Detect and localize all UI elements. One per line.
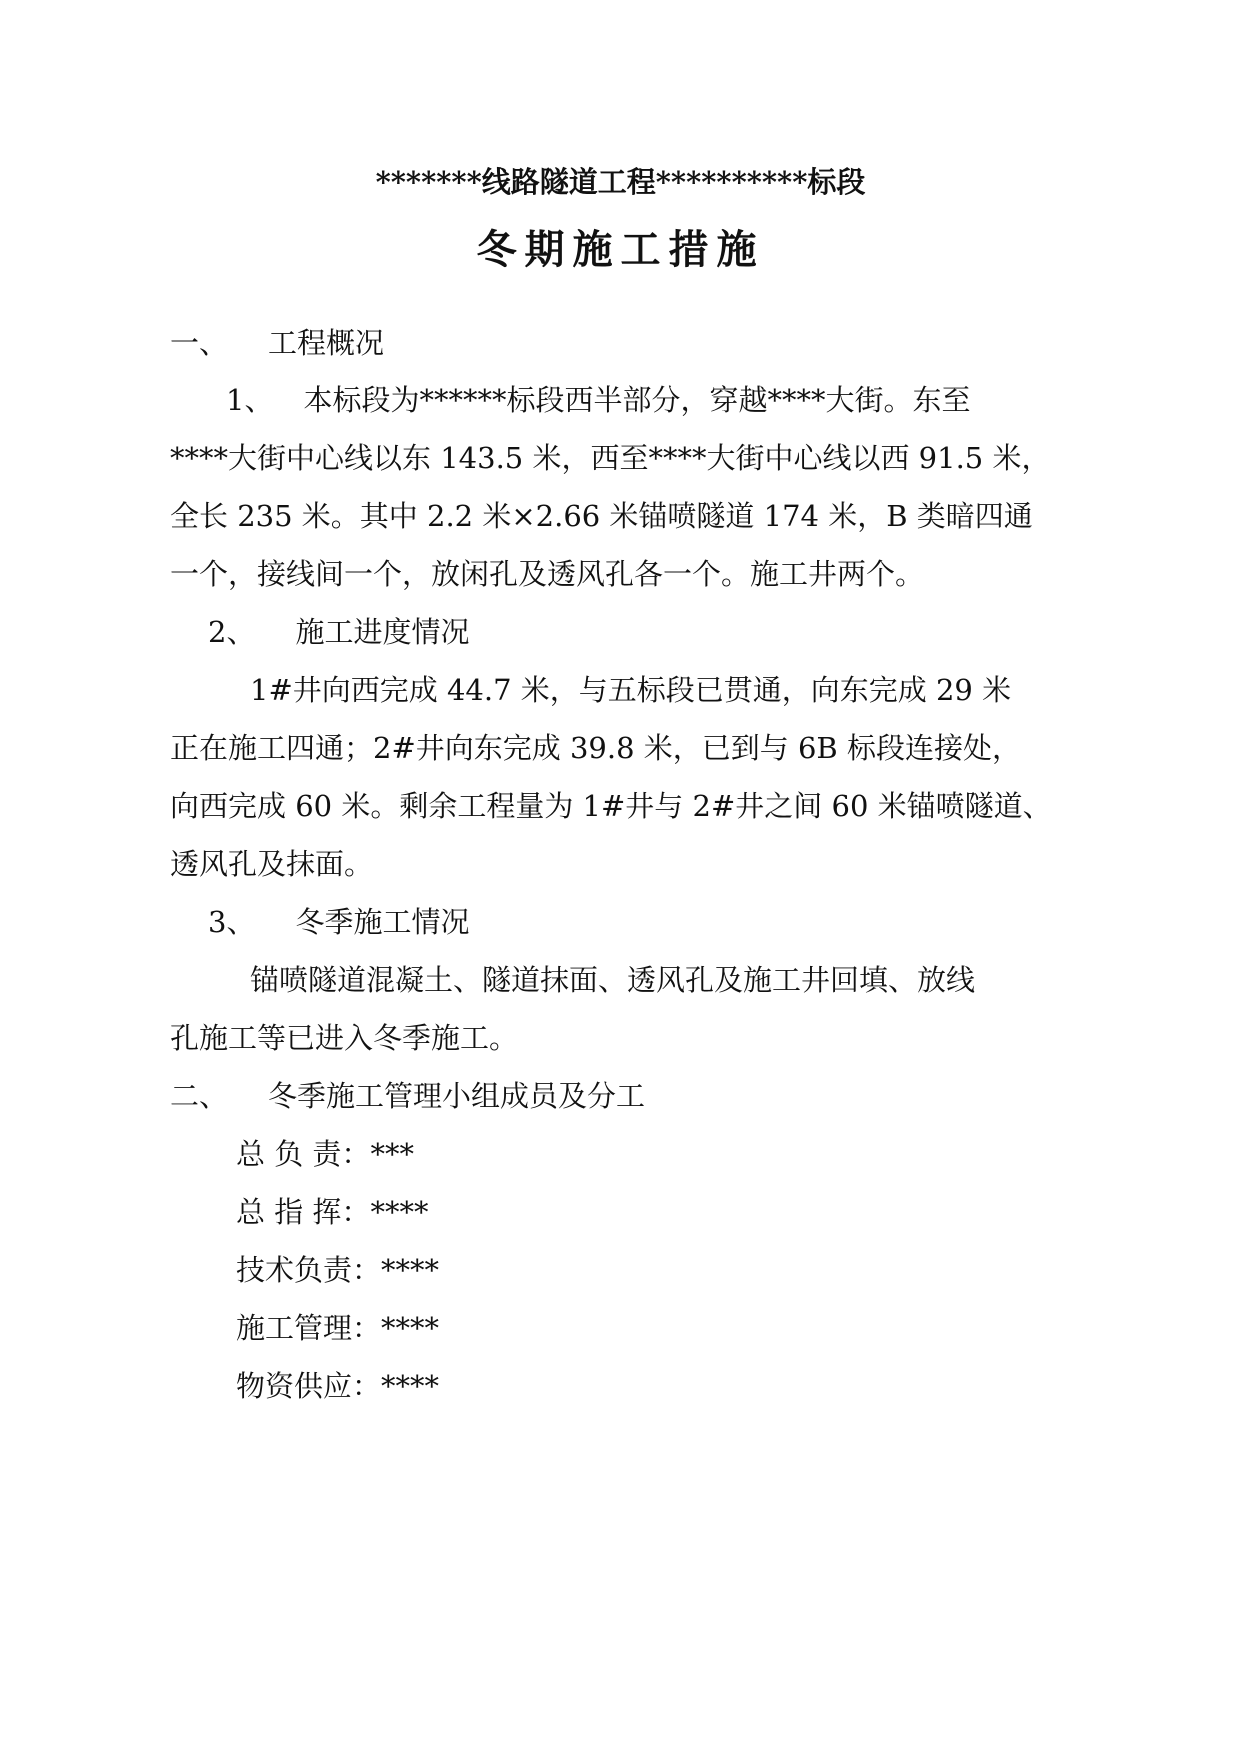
item2-line1: 1#井向西完成 44.7 米，与五标段已贯通，向东完成 29 米 — [250, 673, 1012, 707]
item2-line2: 正在施工四通；2#井向东完成 39.8 米，已到与 6B 标段连接处， — [170, 731, 1021, 765]
member-name: **** — [381, 1311, 440, 1345]
item1-first-line — [226, 380, 970, 420]
item3-number: 3、 — [208, 905, 256, 939]
section2-heading-row — [170, 1076, 645, 1116]
member-row — [236, 1308, 439, 1348]
item1-number: 1、 — [226, 383, 274, 417]
section1-number: 一、 — [170, 326, 229, 360]
member-row — [236, 1134, 414, 1174]
section1-heading-row — [170, 323, 384, 363]
document-title-line2: 冬期施工措施 — [476, 226, 765, 273]
member-name: *** — [370, 1137, 414, 1171]
item3-line2: 孔施工等已进入冬季施工。 — [170, 1021, 519, 1055]
item3-line1: 锚喷隧道混凝土、隧道抹面、透风孔及施工井回填、放线 — [250, 963, 976, 997]
item1-line1: 本标段为******标段西半部分，穿越****大街。东至 — [303, 383, 971, 417]
item2-heading-row — [208, 612, 469, 652]
member-role: 总 指 挥： — [236, 1195, 371, 1229]
member-role: 施工管理： — [236, 1311, 382, 1345]
item1-line2: ****大街中心线以东 143.5 米，西至****大街中心线以西 91.5 米， — [170, 441, 1051, 475]
item2-heading: 施工进度情况 — [295, 615, 470, 649]
member-name: **** — [370, 1195, 429, 1229]
item2-line3: 向西完成 60 米。剩余工程量为 1#井与 2#井之间 60 米锚喷隧道、 — [170, 789, 1052, 823]
section1-heading: 工程概况 — [268, 326, 385, 360]
member-role: 物资供应： — [236, 1369, 382, 1403]
member-role: 总 负 责： — [236, 1137, 371, 1171]
item3-heading-row — [208, 902, 469, 942]
member-name: **** — [381, 1253, 440, 1287]
item1-line3: 全长 235 米。其中 2.2 米×2.66 米锚喷隧道 174 米，B 类暗四通 — [170, 499, 1033, 533]
member-name: **** — [381, 1369, 440, 1403]
section2-heading: 冬季施工管理小组成员及分工 — [268, 1079, 646, 1113]
item2-number: 2、 — [208, 615, 256, 649]
member-role: 技术负责： — [236, 1253, 382, 1287]
item3-heading: 冬季施工情况 — [295, 905, 470, 939]
section2-number: 二、 — [170, 1079, 229, 1113]
document-title-line1: *******线路隧道工程**********标段 — [375, 165, 866, 199]
item2-line4: 透风孔及抹面。 — [170, 847, 374, 881]
member-row — [236, 1250, 439, 1290]
member-row — [236, 1192, 428, 1232]
member-row — [236, 1366, 439, 1406]
item1-line4: 一个，接线间一个，放闲孔及透风孔各一个。施工井两个。 — [170, 557, 925, 591]
